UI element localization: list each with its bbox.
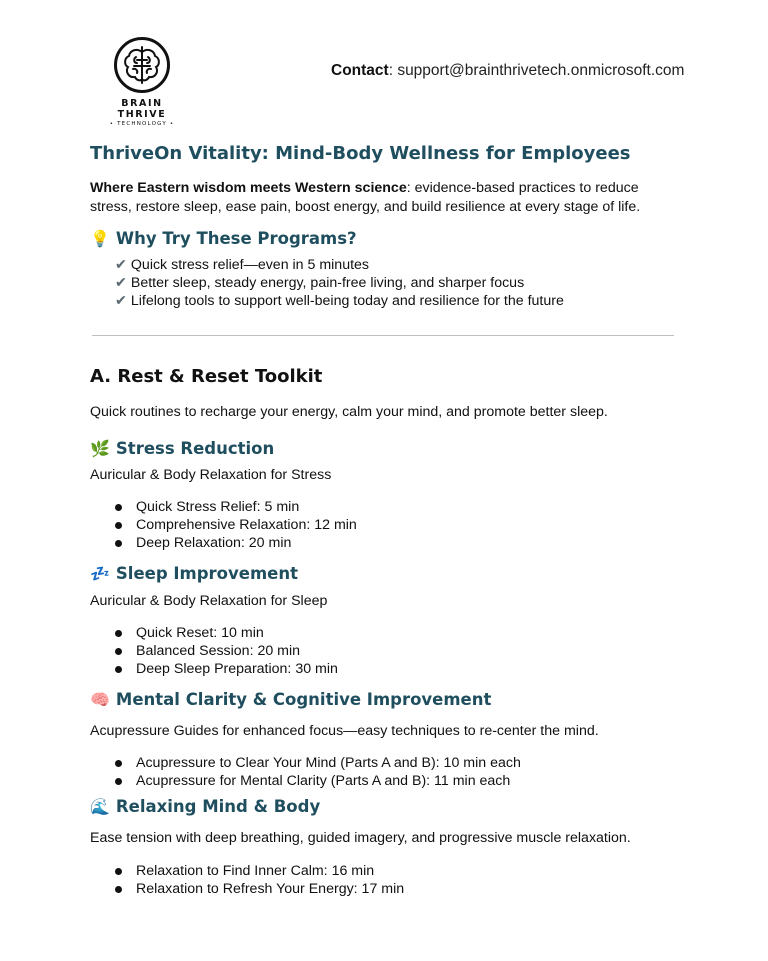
list-item: Acupressure for Mental Clarity (Parts A and B): 11 min each <box>112 772 521 790</box>
why-heading <box>90 229 357 248</box>
section-divider <box>92 335 674 336</box>
brain-logo-icon <box>113 36 171 94</box>
list-item: Quick Stress Relief: 5 min <box>112 498 357 516</box>
sleep-session-list <box>112 624 338 678</box>
relax-session-list <box>112 862 404 898</box>
intro-rest: : evidence-based practices to reduce stress, restore sleep, ease pain, boost energy, and build resilience at every stage of life. <box>90 180 641 215</box>
page-title: ThriveOn Vitality: Mind-Body Wellness for Employees <box>90 143 631 164</box>
list-item: Quick Reset: 10 min <box>112 624 338 642</box>
section-a-description: Quick routines to recharge your energy, calm your mind, and promote better sleep. <box>90 404 608 420</box>
list-item: Comprehensive Relaxation: 12 min <box>112 516 357 534</box>
clarity-heading <box>90 690 491 709</box>
list-item: Relaxation to Find Inner Calm: 16 min <box>112 862 404 880</box>
brand-name: BRAIN THRIVE <box>117 98 167 120</box>
list-item: Deep Relaxation: 20 min <box>112 534 357 552</box>
contact-email[interactable]: : support@brainthrivetech.onmicrosoft.com <box>388 62 685 79</box>
zzz-icon: 💤 <box>90 564 110 583</box>
benefit-item <box>115 274 564 292</box>
section-a-heading: A. Rest & Reset Toolkit <box>90 366 323 387</box>
benefit-text: Quick stress relief—even in 5 minutes <box>130 257 370 273</box>
sleep-heading <box>90 564 298 583</box>
stress-heading-text: Stress Reduction <box>115 439 275 458</box>
benefits-list <box>115 256 564 310</box>
benefit-item <box>115 292 564 310</box>
intro-bold: Where Eastern wisdom meets Western science <box>90 180 407 196</box>
contact-label: Contact <box>331 62 389 79</box>
checkmark-icon: ✔ <box>115 257 127 273</box>
list-item: Relaxation to Refresh Your Energy: 17 min <box>112 880 404 898</box>
relax-description: Ease tension with deep breathing, guided imagery, and progressive muscle relaxation. <box>90 830 631 846</box>
why-heading-text: Why Try These Programs? <box>115 229 357 248</box>
benefit-text: Lifelong tools to support well-being today and resilience for the future <box>130 293 564 309</box>
relax-heading-text: Relaxing Mind & Body <box>115 797 321 816</box>
company-logo <box>96 36 188 127</box>
wave-icon: 🌊 <box>90 797 110 816</box>
intro-paragraph <box>90 179 680 217</box>
list-item: Balanced Session: 20 min <box>112 642 338 660</box>
relax-heading <box>90 797 320 816</box>
brand-subtitle: • TECHNOLOGY • <box>109 121 175 127</box>
list-item: Acupressure to Clear Your Mind (Parts A and B): 10 min each <box>112 754 521 772</box>
clarity-heading-text: Mental Clarity & Cognitive Improvement <box>115 690 492 709</box>
stress-session-list <box>112 498 357 552</box>
benefit-text: Better sleep, steady energy, pain-free living, and sharper focus <box>130 275 525 291</box>
sleep-heading-text: Sleep Improvement <box>115 564 298 583</box>
brain-icon: 🧠 <box>90 690 110 709</box>
herb-icon: 🌿 <box>90 439 110 458</box>
checkmark-icon: ✔ <box>115 275 127 291</box>
stress-description: Auricular & Body Relaxation for Stress <box>90 467 332 483</box>
benefit-item <box>115 256 564 274</box>
stress-heading <box>90 439 274 458</box>
checkmark-icon: ✔ <box>115 293 127 309</box>
contact-line <box>331 62 684 80</box>
lightbulb-icon: 💡 <box>90 229 110 248</box>
clarity-description: Acupressure Guides for enhanced focus—easy techniques to re-center the mind. <box>90 723 599 739</box>
list-item: Deep Sleep Preparation: 30 min <box>112 660 338 678</box>
clarity-session-list <box>112 754 521 790</box>
sleep-description: Auricular & Body Relaxation for Sleep <box>90 593 328 609</box>
